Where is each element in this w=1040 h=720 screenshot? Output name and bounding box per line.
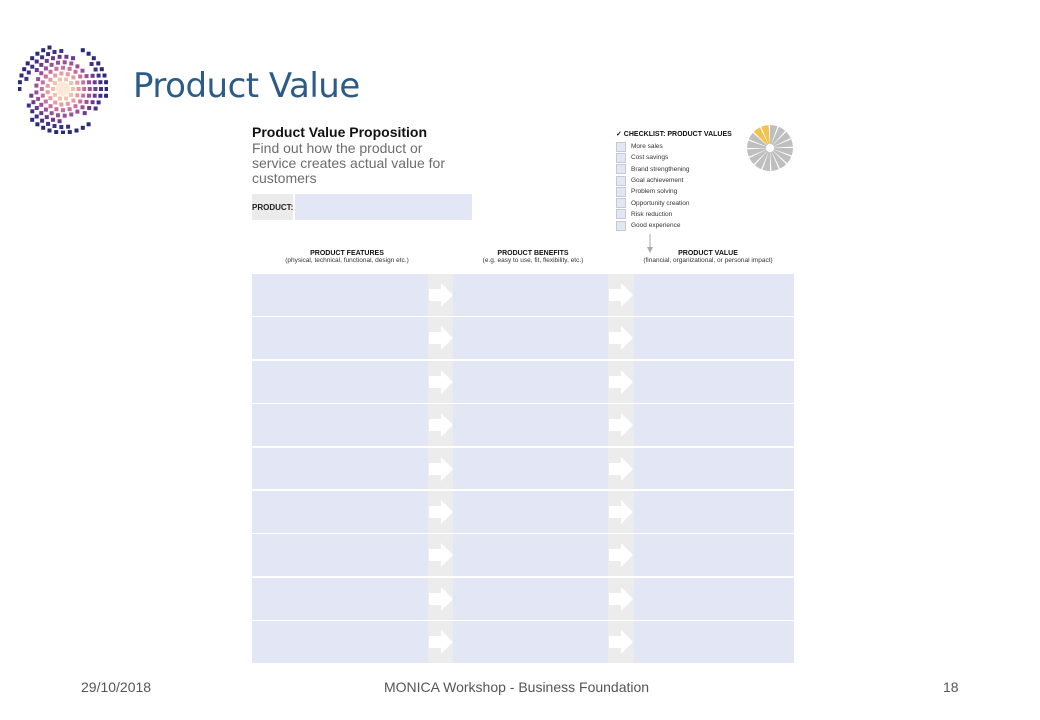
logo-tile — [29, 94, 33, 98]
checklist-item[interactable] — [616, 197, 746, 208]
logo-tile — [77, 87, 81, 91]
feature-cell[interactable] — [252, 448, 428, 490]
logo-tile — [30, 109, 34, 113]
arrow-lane — [428, 274, 453, 316]
logo-tile — [34, 90, 38, 94]
checkbox[interactable] — [616, 209, 626, 219]
logo-tile — [41, 48, 45, 52]
logo-tile — [30, 56, 34, 60]
canvas-row — [252, 317, 794, 359]
arrow-right-icon — [607, 281, 635, 309]
checklist-item-label: Risk reduction — [631, 210, 673, 218]
logo-tile — [91, 74, 95, 78]
logo-tile — [97, 100, 101, 104]
logo-tile — [30, 65, 34, 69]
logo-tile — [22, 67, 26, 71]
logo-tile — [66, 102, 70, 106]
value-cell[interactable] — [634, 448, 794, 490]
logo-tile — [98, 94, 102, 98]
logo-tile — [81, 80, 85, 84]
logo-tile — [58, 78, 62, 82]
checkbox[interactable] — [616, 221, 626, 231]
logo-tile — [88, 87, 92, 91]
column-subtitle: (financial, organizational, or personal impact) — [643, 257, 773, 264]
checklist-item-label: Opportunity creation — [631, 199, 690, 207]
arrow-lane — [608, 534, 634, 576]
logo-tile — [49, 104, 53, 108]
canvas-row — [252, 621, 794, 663]
logo-tile — [35, 68, 39, 72]
product-value-canvas — [252, 122, 794, 664]
logo-tile — [53, 50, 57, 54]
logo-tile — [93, 80, 97, 84]
value-cell[interactable] — [634, 404, 794, 446]
benefit-cell[interactable] — [453, 491, 608, 533]
logo-tile — [20, 74, 24, 78]
logo-tile — [54, 107, 58, 111]
logo-tile — [105, 87, 108, 91]
arrow-lane — [608, 404, 634, 446]
slide-title: Product Value — [133, 66, 360, 106]
column-subtitle: (e.g. easy to use, fit, flexibility, etc.) — [482, 257, 584, 264]
logo-tile — [54, 130, 58, 134]
logo-tile — [35, 122, 39, 126]
logo-tile — [53, 101, 57, 105]
checklist-item[interactable] — [616, 220, 746, 231]
logo-tile — [53, 81, 57, 85]
canvas-row — [252, 361, 794, 403]
logo-tile — [81, 94, 85, 98]
logo-tile — [44, 100, 48, 104]
arrow-right-icon — [607, 455, 635, 483]
checkbox[interactable] — [616, 176, 626, 186]
arrow-lane — [428, 404, 453, 446]
logo-tile — [53, 124, 57, 128]
logo-tile — [35, 60, 39, 64]
logo-tile — [90, 62, 94, 66]
column-title: PRODUCT BENEFITS — [497, 250, 569, 257]
monica-logo-icon — [18, 44, 108, 134]
arrow-right-icon — [607, 541, 635, 569]
logo-tile — [87, 80, 91, 84]
logo-tile — [26, 61, 30, 65]
canvas-row — [252, 534, 794, 576]
value-cell[interactable] — [634, 578, 794, 620]
logo-tile — [75, 110, 79, 114]
logo-tile — [75, 93, 79, 97]
column-subtitle: (physical, technical, functional, design etc.) — [285, 257, 409, 264]
logo-tile — [71, 56, 75, 60]
logo-tile — [75, 81, 79, 85]
arrow-right-icon — [427, 324, 455, 352]
product-input[interactable] — [295, 194, 472, 220]
logo-tile — [71, 75, 75, 79]
checklist-item[interactable] — [616, 152, 746, 163]
logo-tile — [53, 74, 57, 78]
logo-tile — [100, 67, 104, 71]
column-header-value — [622, 250, 794, 264]
logo-tile — [92, 56, 96, 60]
benefit-cell[interactable] — [453, 317, 608, 359]
feature-cell[interactable] — [252, 274, 428, 316]
logo-tile — [61, 131, 65, 134]
logo-tile — [36, 77, 40, 81]
logo-tile — [39, 71, 43, 75]
logo-tile — [41, 94, 45, 98]
canvas-subheading: Find out how the product or service creates actual value for customers — [252, 140, 445, 186]
logo-tile — [46, 122, 50, 126]
checklist-item-label: Cost savings — [631, 154, 669, 162]
arrow-lane — [608, 361, 634, 403]
logo-tile — [40, 55, 44, 59]
checkbox[interactable] — [616, 153, 626, 163]
logo-tile — [39, 111, 43, 115]
canvas-row — [252, 274, 794, 316]
benefit-cell[interactable] — [453, 361, 608, 403]
logo-tile — [81, 69, 85, 73]
arrow-right-icon — [607, 368, 635, 396]
logo-tile — [97, 74, 101, 78]
checklist-item[interactable] — [616, 209, 746, 220]
logo-tile — [103, 74, 107, 78]
arrow-lane — [608, 491, 634, 533]
logo-tile — [63, 114, 67, 118]
logo-tile — [50, 111, 54, 115]
logo-tile — [46, 90, 50, 94]
arrow-lane — [428, 317, 453, 359]
logo-tile — [94, 107, 98, 111]
arrow-lane — [608, 448, 634, 490]
logo-tile — [59, 72, 63, 76]
arrow-right-icon — [427, 498, 455, 526]
logo-tile — [87, 122, 91, 126]
checkbox[interactable] — [616, 187, 626, 197]
canvas-row — [252, 491, 794, 533]
logo-tile — [59, 49, 63, 53]
checkbox[interactable] — [616, 198, 626, 208]
benefit-cell[interactable] — [453, 621, 608, 663]
checklist-item[interactable] — [616, 141, 746, 152]
logo-tile — [82, 87, 86, 91]
feature-cell[interactable] — [252, 621, 428, 663]
logo-tile — [66, 72, 70, 76]
column-header-benefits — [448, 250, 618, 264]
logo-tile — [49, 70, 53, 74]
feature-cell[interactable] — [252, 534, 428, 576]
logo-tile — [69, 81, 73, 85]
logo-tile — [59, 103, 63, 107]
logo-tile — [81, 126, 85, 130]
product-row — [252, 194, 444, 220]
logo-tile — [75, 129, 79, 133]
checklist-item-label: Brand strengthening — [631, 165, 690, 173]
logo-tile — [35, 106, 39, 110]
logo-tile — [96, 61, 100, 65]
logo-tile — [85, 100, 89, 104]
logo-core — [56, 82, 70, 96]
checklist-item[interactable] — [616, 164, 746, 175]
value-cell[interactable] — [634, 361, 794, 403]
logo-tile — [69, 93, 73, 97]
checklist — [616, 130, 746, 231]
logo-tile — [81, 105, 85, 109]
checklist-item-label: Goal achievement — [631, 177, 684, 185]
logo-tile — [71, 87, 75, 91]
arrow-right-icon — [607, 628, 635, 656]
logo-tile — [78, 100, 82, 104]
value-cell[interactable] — [634, 621, 794, 663]
logo-tile — [53, 93, 57, 97]
checklist-item[interactable] — [616, 186, 746, 197]
arrow-lane — [428, 534, 453, 576]
footer-date: 29/10/2018 — [81, 679, 152, 695]
logo-tile — [87, 94, 91, 98]
logo-tile — [35, 52, 39, 56]
logo-tile — [56, 113, 60, 117]
logo-tile — [39, 103, 43, 107]
logo-tile — [44, 108, 48, 112]
page-number: 18 — [943, 679, 959, 695]
product-label: PRODUCT: — [252, 194, 293, 220]
checklist-item-label: Good experience — [631, 222, 681, 230]
value-cell[interactable] — [634, 491, 794, 533]
arrow-lane — [428, 578, 453, 620]
logo-tile — [58, 97, 62, 101]
value-cell[interactable] — [634, 534, 794, 576]
logo-tile — [61, 66, 65, 70]
arrow-lane — [608, 621, 634, 663]
logo-tile — [69, 62, 73, 66]
logo-tile — [30, 118, 34, 122]
logo-tile — [45, 59, 49, 63]
logo-tile — [39, 63, 43, 67]
arrow-right-icon — [427, 585, 455, 613]
logo-tile — [27, 104, 31, 108]
value-cell[interactable] — [634, 317, 794, 359]
logo-tile — [40, 119, 44, 123]
logo-tile — [46, 52, 50, 56]
logo-tile — [31, 100, 35, 104]
feature-cell[interactable] — [252, 317, 428, 359]
logo-tile — [48, 78, 52, 82]
canvas-heading: Product Value Proposition — [252, 124, 428, 140]
arrow-right-icon — [427, 628, 455, 656]
logo-tile — [46, 84, 50, 88]
logo-tile — [51, 87, 55, 91]
logo-tile — [24, 77, 28, 81]
footer-title: MONICA Workshop - Business Foundation — [384, 679, 650, 695]
logo-tile — [91, 100, 95, 104]
arrow-lane — [608, 317, 634, 359]
logo-tile — [36, 97, 40, 101]
logo-tile — [18, 87, 21, 91]
arrow-right-icon — [427, 541, 455, 569]
arrow-right-icon — [427, 411, 455, 439]
logo-tile — [104, 80, 108, 84]
logo-tile — [98, 80, 102, 84]
logo-tile — [48, 96, 52, 100]
logo-tile — [50, 63, 54, 67]
logo-tile — [58, 119, 62, 123]
logo-tile — [66, 125, 70, 129]
arrow-right-icon — [607, 411, 635, 439]
benefit-cell[interactable] — [453, 578, 608, 620]
logo-tile — [87, 52, 91, 56]
arrow-lane — [608, 274, 634, 316]
logo-tile — [51, 56, 55, 60]
logo-tile — [74, 70, 78, 74]
logo-tile — [27, 71, 31, 75]
logo-tile — [64, 97, 68, 101]
logo-tile — [35, 115, 39, 119]
logo-tile — [58, 55, 62, 59]
logo-tile — [44, 75, 48, 79]
logo-tile — [34, 84, 38, 88]
logo-tile — [54, 67, 58, 71]
benefit-cell[interactable] — [453, 404, 608, 446]
arrow-right-icon — [427, 455, 455, 483]
logo-tile — [68, 130, 72, 134]
feature-cell[interactable] — [252, 491, 428, 533]
logo-tile — [44, 66, 48, 70]
column-title: PRODUCT FEATURES — [310, 250, 384, 257]
arrow-lane — [608, 578, 634, 620]
logo-tile — [83, 111, 87, 115]
checklist-item-label: More sales — [631, 143, 663, 151]
logo-tile — [48, 46, 52, 50]
logo-tile — [85, 74, 89, 78]
logo-tile — [48, 129, 52, 133]
checklist-item-label: Problem solving — [631, 188, 678, 196]
logo-tile — [45, 115, 49, 119]
logo-tile — [104, 94, 108, 98]
canvas-row — [252, 448, 794, 490]
value-cell[interactable] — [634, 274, 794, 316]
logo-tile — [75, 64, 79, 68]
arrow-right-icon — [427, 368, 455, 396]
logo-tile — [40, 87, 44, 91]
canvas-row — [252, 578, 794, 620]
logo-tile — [81, 48, 85, 52]
arrow-lane — [428, 491, 453, 533]
logo-tile — [68, 67, 72, 71]
checkbox[interactable] — [616, 164, 626, 174]
logo-tile — [59, 125, 63, 129]
logo-tile — [87, 106, 91, 110]
logo-tile — [68, 107, 72, 111]
logo-tile — [41, 126, 45, 130]
arrow-lane — [428, 621, 453, 663]
logo-tile — [64, 55, 68, 59]
logo-tile — [74, 104, 78, 108]
logo-tile — [93, 87, 97, 91]
logo-tile — [56, 61, 60, 65]
arrow-lane — [428, 448, 453, 490]
logo-tile — [71, 99, 75, 103]
logo-tile — [69, 113, 73, 117]
checklist-item[interactable] — [616, 175, 746, 186]
feature-cell[interactable] — [252, 361, 428, 403]
logo-tile — [64, 78, 68, 82]
arrow-lane — [428, 361, 453, 403]
benefit-cell[interactable] — [453, 448, 608, 490]
arrow-right-icon — [607, 498, 635, 526]
canvas-row — [252, 404, 794, 446]
checklist-title: ✓ CHECKLIST: PRODUCT VALUES — [616, 131, 732, 138]
benefit-cell[interactable] — [453, 534, 608, 576]
feature-cell[interactable] — [252, 404, 428, 446]
feature-cell[interactable] — [252, 578, 428, 620]
arrow-right-icon — [427, 281, 455, 309]
logo-tile — [63, 60, 67, 64]
logo-tile — [94, 68, 98, 72]
logo-tile — [99, 87, 103, 91]
logo-tile — [41, 80, 45, 84]
logo-tile — [93, 94, 97, 98]
logo-tile — [61, 108, 65, 112]
value-wheel-icon — [746, 124, 794, 172]
logo-tile — [78, 75, 82, 79]
column-header-features — [252, 250, 442, 264]
arrow-right-icon — [607, 585, 635, 613]
logo-tile — [18, 80, 22, 84]
column-title: PRODUCT VALUE — [678, 250, 738, 257]
logo-tile — [51, 118, 55, 122]
arrow-right-icon — [607, 324, 635, 352]
checkbox[interactable] — [616, 142, 626, 152]
benefit-cell[interactable] — [453, 274, 608, 316]
